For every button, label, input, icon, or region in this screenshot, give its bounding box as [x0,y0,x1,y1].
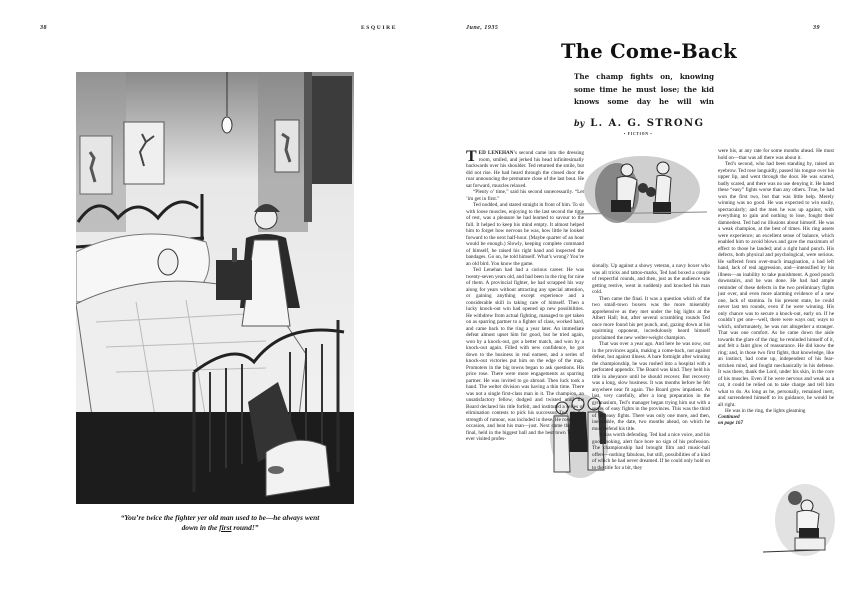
caption-text-2: round!” [231,523,259,532]
drop-cap: T [466,148,477,165]
dateline: June, 1935 [466,25,499,31]
right-page [429,0,858,600]
illustration-caption [120,513,320,533]
running-head: ESQUIRE [361,25,397,31]
paragraph: That was over a year ago. And here he was now, out in the provinces again, making a come-back, not against defeat, but against illness. A bare fortnight after winning the championship, he was rushed into a hospital with a perforated appendix. The Board was kind. They held his title in abeyance until he should recover. But recovery was a long, slow business. It was months before he felt anywhere near fit again. The Board grew impatient. At last, very carefully, after a long preparation in the gymnasium, Ted’s manager began trying him out with a series of easy fights in the provinces. This was the third of the easy fights. There was only one more, and then, inexorable, the date, two months ahead, on which he must defend his title. [592,341,710,432]
paragraph: Ted Lenehan had had a curious career. He was twenty-seven years old, and had been in the ring for nine of them. A provincial fighter, he had scrapped his way along for years without attracting any special attention, or gaining anything except experience and a considerable skill in taking care of himself. Then a lucky knock-out win had opened up new possibilities. He withdrew from actual fighting, managed to get taken on as sparring partner to a fighter of class, worked hard, and came back to the ring a year later. An immediate defeat almost upset him for good, but he tried again, won by a knock-out, got a better match, and won by a knock-out again. Filled with new confidence, he got down to the business in real earnest, and a series of knock-out victories put him on the edge of the map. Promoters in the big towns began to ask questions. His price rose. There were more engagements as sparring partner. He was invited to go abroad. Then luck took a hand. The welter division was having a thin time. There was not a single first-class man in it. The champion, an unsatisfactory fellow, dodged and twisted until the Board declared his title forfeit, and instituted a series of elimination contests to pick his successor. Ted, on the strength of rumour, was included in these. He rose to the occasion, and beat his man—just. Next came the semi-final, held in the biggest hall and the best town Ted had ever visited profes- [466,267,584,442]
continued-page-link: on page 167 [718,420,743,426]
byline-by: by [574,118,585,128]
page-number-right: 39 [813,25,820,31]
paragraph: “Plenty o’ time,” said his second unnecessarily. “Let ’im get in first.” [466,189,584,202]
continued-notice [718,415,834,427]
article-column-1 [466,150,584,443]
lead-in: ED LENEHAN [478,150,514,156]
paragraph: were his, at any rate for some months ahead. He must hold on—that was all there was about it. [718,148,834,161]
corner-drawing [759,480,839,565]
boxer-in-corner-illustration [759,480,839,565]
paragraph: He was in the ring, the lights gleaming [725,408,806,414]
boxers-drawing [577,148,707,223]
paragraph: Then came the final. It was a question which of the two small-town boxers was the more miserably apprehensive as they met under the big lights at the Albert Hall; but, after several scrambling rounds Ted once more found his pet punch, and, gazing down at his squirming opponent, incredulously heard himself proclaimed the new welter-weight champion. [592,295,710,341]
paragraph: Ted’s second, who had been standing by, raised an eyebrow. Ted rose languidly, passed his tongue over his upper lip, and went through the door. He was scared, badly scared, and there was no use denying it. He hated these “easy” fights worse than any others. True, he had won the first two, but that was little help. Merely winning was no good. He was expected to win easily, spectacularly; and the men he was up against, with everything to gain and nothing to lose, fought their damnedest. Ted had no illusions about himself. He was a weak champion, at the best of times. His ring assets were experience; an excellent sense of balance, which enabled him to avoid blows and gave the maximum of effect to those he landed; and a right hand punch. His defects, both physical and psychological, were serious. He suffered from over-much imagination, a bad left hand, lack of real aggression, and—intensified by his illness—an inability to take punishment. A good punch downstairs, and he was done. He had had ample reminder of these defects in the two preliminary fights just over, and even more alarming evidence of a new one, lack of stamina. In his present state, he could never last ten rounds, even if he were winning. His only chance was to secure a knock-out, early on. If he couldn’t get one—well, there were ways out; ways to which, unfortunately, he was not altogether a stranger. That was one comfort. As he came down the aisle towards the glare of the ring; he reminded himself of it, and felt a faint glow of reassurance. He did know the ring; and, in those two first fights, that knowledge, like an instinct, had come up, independent of his fear-stricken mind, and fought mechanically in his defense. It was there, thank the Lord, under his skin, in the core of his muscles. Even if he were nervous and weak as a cat, it could be relied on to take charge and tell him what to do. As long as he, personally, remained inert, and surrendered himself to its guidance, he would be all right. [718,161,834,408]
paragraph: It was worth defending. Ted had a nice voice, and his good-looking, alert face bore no sign of his profession. The championship had brought film and music-hall offers—nothing fabulous, but still, possibilities of a kind of which he had never dreamed. If he could only hold on to the title for a bit, they [592,432,710,471]
byline-author: L. A. G. STRONG [590,118,705,129]
article-column-2 [592,263,710,471]
paragraph [466,150,584,189]
article-deck: The champ fights on, knowing some time he must lose; the kid knows some day he will win [574,72,714,106]
paragraph-text: ’s second came into the dressing room, smiled, and jerked his head infinitesimally backwards over his shoulder. Ted returned the smile, but did not rise. He had heard through the closed door the roar announcing the premature close of the last bout. He sat forward, muscles relaxed. [466,150,584,189]
bedroom-scene-drawing [76,72,354,504]
boxers-sparring-illustration [577,148,707,223]
page-number-left: 38 [40,25,47,31]
paragraph: Ted nodded, and stared straight in front of him. To sit with loose muscles, enjoying to the last second the time of rest, was a pleasure he had learned to savour to the full. It helped to keep his mind empty. It almost helped him to forget how nervous he was, how little he looked forward to the next half-hour. (Maybe quarter of an hour would be enough.) Slowly, keeping complete command of himself, he raised his right hand and inspected the bandages. Go on, he told himself. What’s wrong? You’re an old bird. You know the game. [466,202,584,267]
paragraph: sionally. Up against a showy veteran, a navy boxer who was all tricks and tattoo-marks, Ted had boxed a couple of respectful rounds, and then, just as the audience was getting restive, went in suddenly and knocked his man cold. [592,263,710,295]
continued-label: Continued [718,414,740,420]
caption-text-1: “You’re twice the fighter yer old man used to be—he always went down in the [120,513,320,532]
byline [574,118,714,129]
bedroom-illustration [76,72,354,504]
section-label: • FICTION • [624,132,653,136]
article-title: The Come-Back [561,40,737,63]
caption-emphasis: first [219,523,232,532]
article-column-3 [718,148,834,427]
